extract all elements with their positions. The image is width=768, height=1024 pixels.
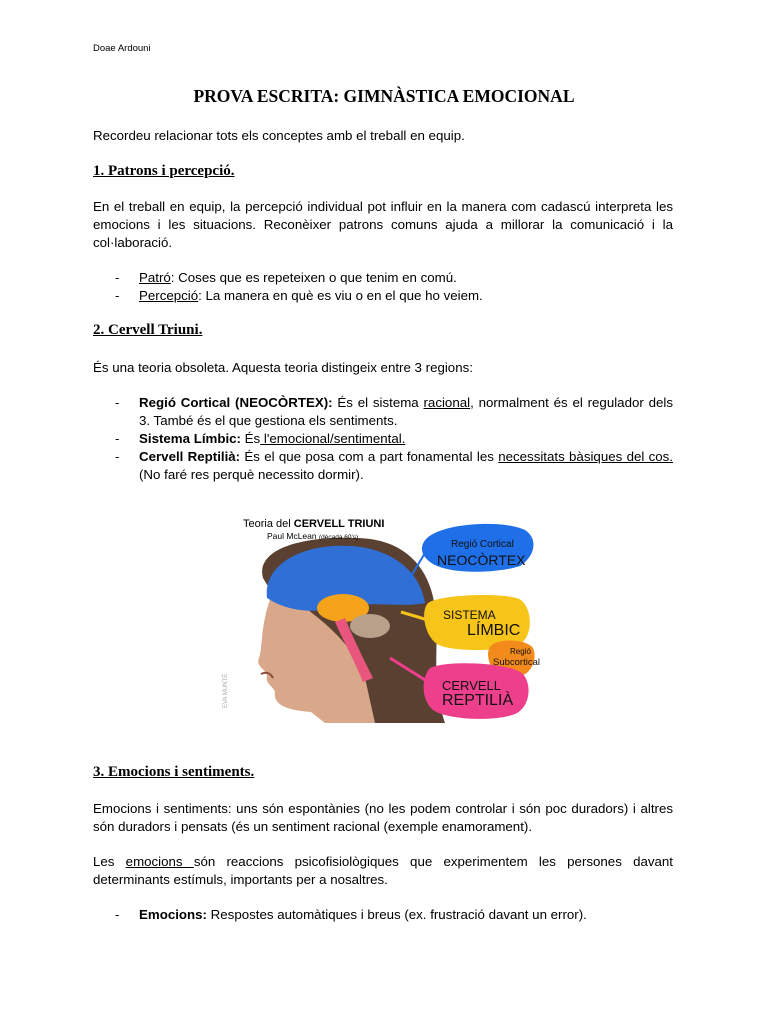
section-3-heading: 3. Emocions i sentiments.: [93, 764, 255, 780]
list-dash: -: [115, 431, 120, 446]
list-dash: -: [115, 395, 120, 410]
section-1-paragraph: En el treball en equip, la percepció individual pot influir en la manera com cadascú interpreta les emocions i les situacions. Reconèixer patrons comuns ajuda a millorar la comunicació i la col·laboració.: [93, 199, 673, 250]
section-3-paragraph-1: Emocions i sentiments: uns són espontànies (no les podem controlar i són poc duradors) i altres són duradors i pensats (és un sentiment racional (exemple enamorament).: [93, 801, 673, 834]
term-patro: Patró: [139, 270, 171, 285]
figure-subtitle-decade: (dècada 60's): [319, 534, 359, 541]
triune-brain-figure: [215, 508, 545, 730]
list-item-percepcio: [115, 287, 673, 305]
list-item-neocortex: [115, 394, 673, 430]
label-neocortex: Regió Cortical (NEOCÒRTEX):: [139, 395, 333, 410]
document-title: PROVA ESCRITA: GIMNÀSTICA EMOCIONAL: [193, 86, 575, 106]
underlined-racional: racional: [423, 395, 471, 410]
list-item-patro: [115, 269, 673, 287]
list-item-reptilia: [115, 448, 673, 484]
figure-title-prefix: Teoria del: [243, 518, 294, 530]
figure-title: [243, 518, 384, 530]
term-percepcio: Percepció: [139, 288, 199, 303]
figure-subtitle-author: Paul McLean: [267, 531, 317, 541]
neocortex-small-label: Regió Cortical: [451, 539, 514, 550]
cerebellum-shape: [350, 614, 390, 638]
list-dash: -: [115, 449, 120, 464]
reptilian-label-line2: REPTILIÀ: [442, 692, 514, 709]
section-1-heading: 1. Patrons i percepció.: [93, 163, 235, 179]
item-text: (No faré res perquè necessito dormir).: [139, 467, 364, 482]
neocortex-big-label: NEOCÒRTEX: [437, 552, 526, 568]
label-limbic: Sistema Límbic:: [139, 431, 241, 446]
figure-subtitle: [267, 531, 358, 541]
item-text: , normalment és el regulador dels 3. També és el que gestiona els sentiments.: [139, 395, 673, 428]
item-text: És el sistema: [332, 395, 424, 410]
definition-percepcio: : La manera en què es viu o en el que ho veiem.: [198, 288, 483, 303]
figure-side-credit: EVA MUNTÉ: [223, 673, 229, 708]
subcortical-label-line1: Regió: [510, 647, 531, 656]
list-dash: -: [115, 907, 120, 922]
item-text: És: [240, 431, 261, 446]
section-2-paragraph: És una teoria obsoleta. Aquesta teoria distingeix entre 3 regions:: [93, 360, 473, 375]
label-reptilia: Cervell Reptilià:: [139, 449, 241, 464]
list-item-limbic: [115, 430, 673, 448]
definition-patro: : Coses que es repeteixen o que tenim en comú.: [170, 270, 457, 285]
subcortical-label-line2: Subcortical: [493, 657, 540, 668]
limbic-label-line1: SISTEMA: [443, 608, 496, 622]
item-text: És el que posa com a part fonamental les: [240, 449, 499, 464]
reptilian-label-line1: CERVELL: [442, 678, 502, 693]
limbic-label-line2: LÍMBIC: [467, 622, 521, 639]
section-2-heading: 2. Cervell Triuni.: [93, 322, 203, 338]
figure-title-bold: CERVELL TRIUNI: [293, 518, 385, 530]
label-emocions: Emocions:: [139, 907, 207, 922]
underlined-emocional: l'emocional/sentimental.: [260, 431, 406, 446]
paragraph-text: Les: [93, 854, 126, 869]
section-3-paragraph-2: [93, 853, 673, 889]
author-name: Doae Ardouni: [93, 43, 151, 54]
underlined-necessitats: necessitats bàsiques del cos.: [498, 449, 673, 464]
underlined-emocions: emocions: [125, 854, 194, 869]
list-dash: -: [115, 288, 120, 303]
list-dash: -: [115, 270, 120, 285]
item-text: Respostes automàtiques i breus (ex. frustració davant un error).: [206, 907, 587, 922]
intro-text: Recordeu relacionar tots els conceptes amb el treball en equip.: [93, 128, 465, 143]
paragraph-text: són reaccions psicofisiològiques que experimentem les persones davant determinants estímuls, importants per a nosaltres.: [93, 854, 673, 887]
list-item-emocions: [115, 906, 673, 924]
